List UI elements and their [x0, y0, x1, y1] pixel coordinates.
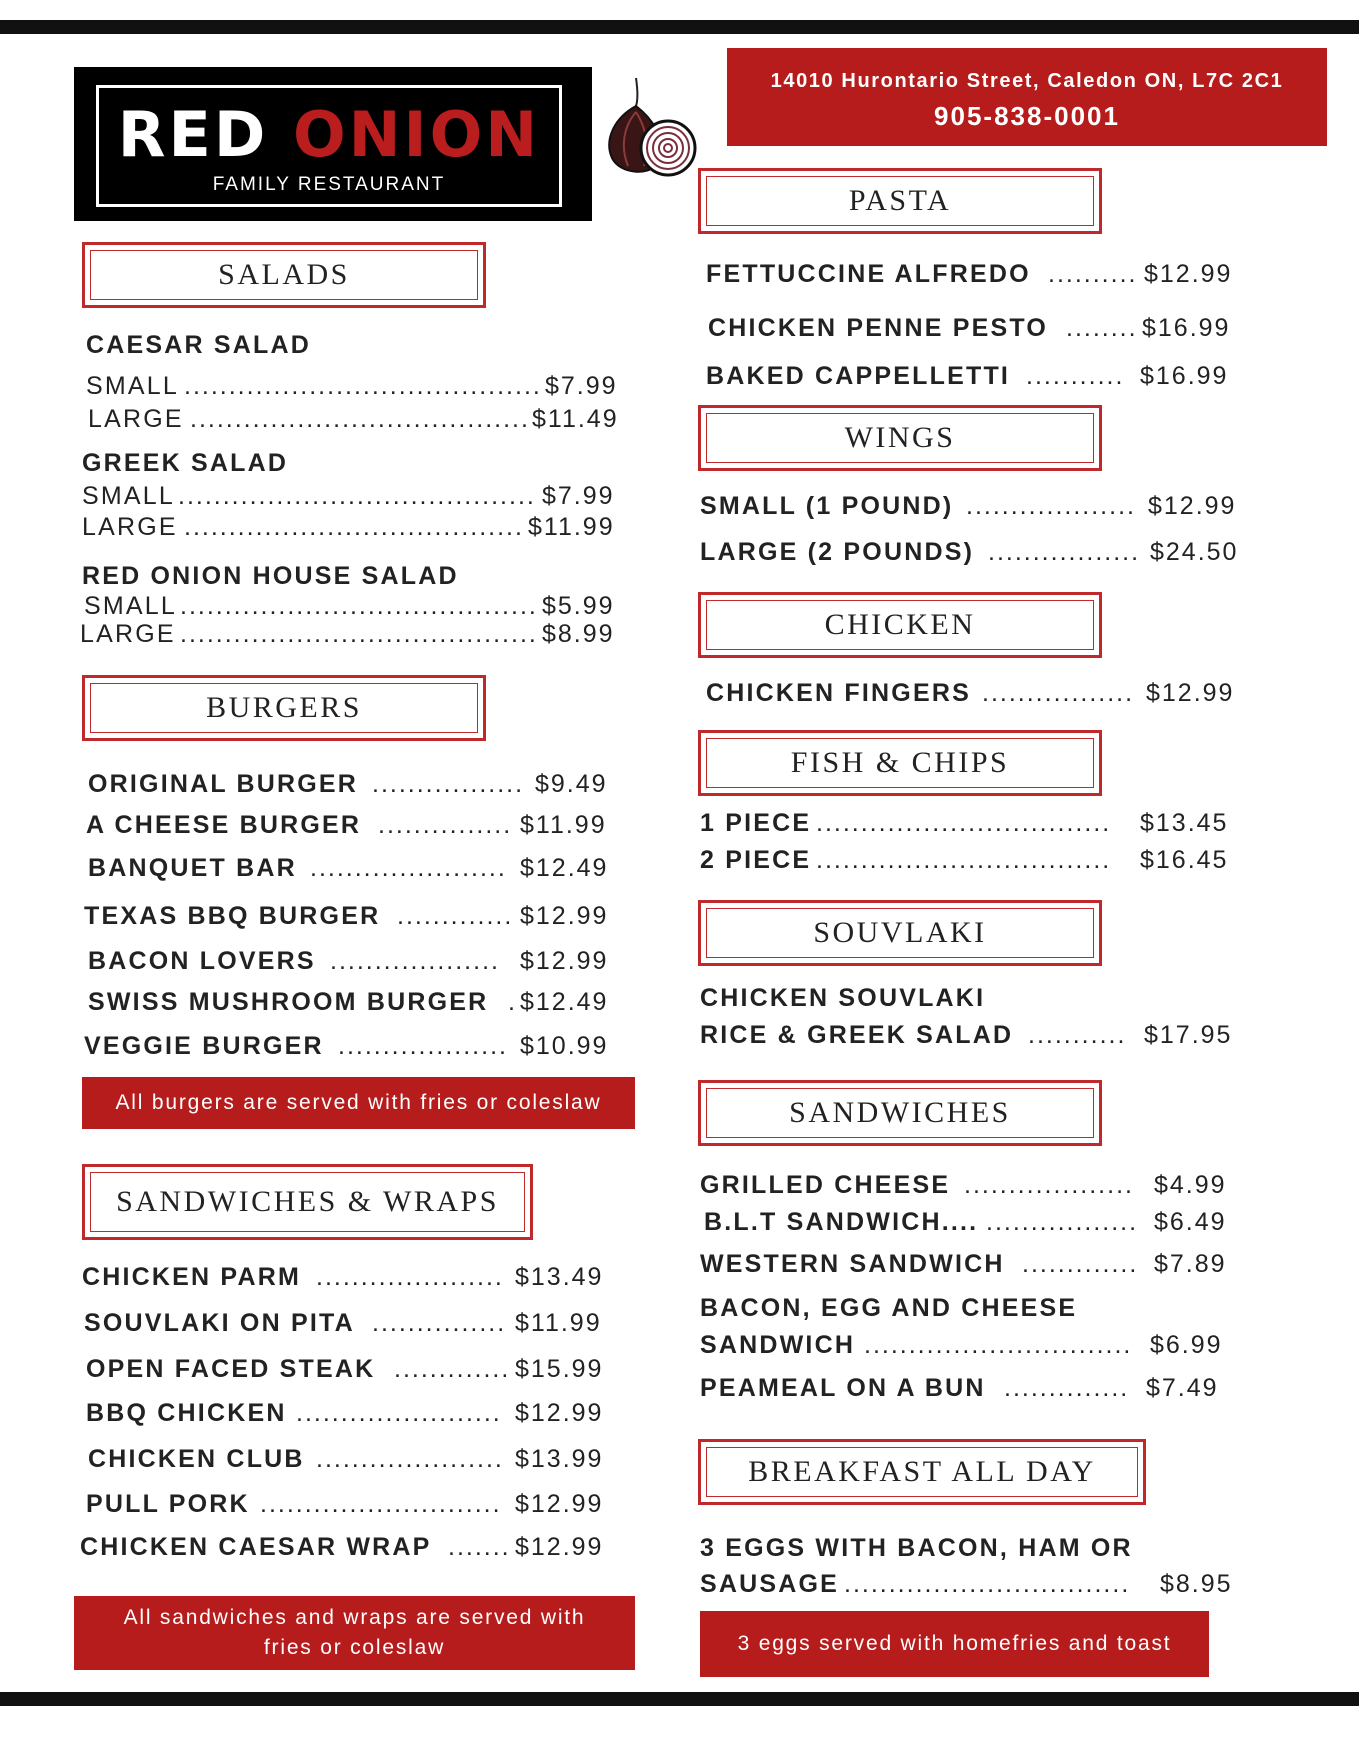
section-title: SOUVLAKI	[706, 908, 1094, 958]
item-name: BACON, EGG AND CHEESE	[700, 1294, 1078, 1322]
item-name: 2 PIECE	[700, 846, 812, 874]
item-price: $17.95	[1144, 1021, 1233, 1049]
item-name: ORIGINAL BURGER	[88, 770, 359, 798]
size-label: LARGE	[80, 620, 176, 648]
dot-leader: .................................	[816, 809, 1112, 837]
dot-leader: ...................	[966, 492, 1136, 520]
dot-leader: .	[508, 988, 517, 1016]
section-header-salads	[82, 242, 486, 308]
section-title: SANDWICHES	[706, 1088, 1094, 1138]
dot-leader: ...................	[330, 947, 500, 975]
size-label: SMALL	[84, 592, 177, 620]
dot-leader: .....................	[316, 1445, 504, 1473]
section-header-souvlaki	[698, 900, 1102, 966]
item-price: $4.99	[1154, 1171, 1227, 1199]
item-price: $13.45	[1140, 809, 1229, 837]
size-label: SMALL	[82, 482, 175, 510]
section-title: BREAKFAST ALL DAY	[706, 1447, 1138, 1497]
item-price: $7.99	[545, 372, 618, 400]
section-title: FISH & CHIPS	[706, 738, 1094, 788]
logo-subtitle: FAMILY RESTAURANT	[212, 174, 446, 195]
section-title: BURGERS	[90, 683, 478, 733]
dot-leader: .............	[397, 902, 514, 930]
item-name: TEXAS BBQ BURGER	[84, 902, 381, 930]
item-name: PEAMEAL ON A BUN	[700, 1374, 986, 1402]
item-price: $6.99	[1150, 1331, 1223, 1359]
item-name: OPEN FACED STEAK	[86, 1355, 376, 1383]
dot-leader: ..............................	[864, 1331, 1133, 1359]
onion-icon	[600, 72, 700, 182]
dot-leader: .................	[982, 679, 1135, 707]
section-title: PASTA	[706, 176, 1094, 226]
size-label: LARGE	[88, 405, 184, 433]
item-price: $8.99	[542, 620, 615, 648]
item-price: $16.45	[1140, 846, 1229, 874]
item-price: $9.49	[535, 770, 608, 798]
item-price: $12.99	[1144, 260, 1233, 288]
item-price: $12.99	[1146, 679, 1235, 707]
item-name: CAESAR SALAD	[86, 331, 312, 359]
top-rule	[0, 20, 1359, 34]
item-price: $12.99	[515, 1490, 604, 1518]
item-price: $6.49	[1154, 1208, 1227, 1236]
item-name: CHICKEN PARM	[82, 1263, 301, 1291]
note-line: All sandwiches and wraps are served with	[123, 1606, 586, 1629]
contact-banner	[727, 48, 1327, 146]
item-name: A CHEESE BURGER	[86, 811, 362, 839]
item-price: $11.49	[532, 405, 619, 433]
item-name: SANDWICH	[700, 1331, 856, 1359]
item-name: GREEK SALAD	[82, 449, 289, 477]
dot-leader: .............	[394, 1355, 511, 1383]
section-header-pasta	[698, 168, 1102, 234]
dot-leader: ...............	[372, 1309, 507, 1337]
item-name: BANQUET BAR	[88, 854, 297, 882]
dot-leader: .................	[372, 770, 525, 798]
item-name: 3 EGGS WITH BACON, HAM OR	[700, 1534, 1133, 1562]
item-price: $11.99	[515, 1309, 602, 1337]
item-name: SAUSAGE	[700, 1570, 840, 1598]
item-name: CHICKEN CLUB	[88, 1445, 305, 1473]
dot-leader: ...........	[1026, 362, 1125, 390]
item-name: BACON LOVERS	[88, 947, 316, 975]
item-name: CHICKEN PENNE PESTO	[708, 314, 1049, 342]
breakfast-note: 3 eggs served with homefries and toast	[700, 1611, 1209, 1677]
dot-leader: .................	[986, 1208, 1139, 1236]
size-label: SMALL	[86, 372, 179, 400]
item-price: $7.99	[542, 482, 615, 510]
dot-leader: ................................	[844, 1570, 1131, 1598]
phone-text: 905-838-0001	[934, 101, 1120, 131]
item-price: $15.99	[515, 1355, 604, 1383]
item-price: $8.95	[1160, 1570, 1233, 1598]
address-text: 14010 Hurontario Street, Caledon ON, L7C 2C1	[770, 70, 1284, 92]
logo-frame	[96, 85, 562, 207]
item-price: $12.99	[515, 1399, 604, 1427]
logo-word-onion: ONION	[292, 98, 541, 171]
item-name: SWISS MUSHROOM BURGER	[88, 988, 489, 1016]
dot-leader: ...........	[1028, 1021, 1127, 1049]
burgers-note: All burgers are served with fries or coleslaw	[82, 1077, 635, 1129]
section-header-sandwiches	[698, 1080, 1102, 1146]
item-price: $16.99	[1142, 314, 1231, 342]
bottom-rule	[0, 1692, 1359, 1706]
item-price: $10.99	[520, 1032, 609, 1060]
item-name: CHICKEN FINGERS	[706, 679, 971, 707]
dot-leader: ........................................	[178, 482, 536, 510]
logo-word-red: RED	[117, 98, 269, 171]
item-name: CHICKEN CAESAR WRAP	[80, 1533, 432, 1561]
dot-leader: .......................	[296, 1399, 502, 1427]
item-name: B.L.T SANDWICH....	[704, 1208, 979, 1236]
size-label: LARGE	[82, 513, 178, 541]
logo-title	[99, 98, 559, 171]
dot-leader: .....................	[316, 1263, 504, 1291]
item-price: $7.89	[1154, 1250, 1227, 1278]
item-name: SOUVLAKI ON PITA	[84, 1309, 355, 1337]
dot-leader: ..........	[1048, 260, 1138, 288]
restaurant-logo	[74, 67, 592, 221]
item-price: $12.49	[520, 988, 609, 1016]
item-name: 1 PIECE	[700, 809, 812, 837]
item-price: $12.99	[1148, 492, 1237, 520]
dot-leader: ...........................	[260, 1490, 502, 1518]
item-name: BAKED CAPPELLETTI	[706, 362, 1011, 390]
item-price: $11.99	[528, 513, 615, 541]
item-price: $24.50	[1150, 538, 1239, 566]
section-title: SANDWICHES & WRAPS	[90, 1172, 525, 1232]
dot-leader: .......	[448, 1533, 511, 1561]
dot-leader: ......................................	[184, 513, 524, 541]
item-name: PULL PORK	[86, 1490, 250, 1518]
item-name: WESTERN SANDWICH	[700, 1250, 1005, 1278]
section-header-burgers	[82, 675, 486, 741]
dot-leader: ...............	[378, 811, 513, 839]
dot-leader: ..............	[1004, 1374, 1130, 1402]
dot-leader: .................	[988, 538, 1141, 566]
item-price: $12.99	[520, 947, 609, 975]
section-header-breakfast	[698, 1439, 1146, 1505]
item-name: GRILLED CHEESE	[700, 1171, 951, 1199]
dot-leader: ........................................	[184, 372, 542, 400]
sandwiches-wraps-note	[74, 1596, 635, 1670]
dot-leader: .............	[1022, 1250, 1139, 1278]
section-header-wings	[698, 405, 1102, 471]
item-name: VEGGIE BURGER	[84, 1032, 324, 1060]
section-header-sandwiches-wraps	[82, 1164, 533, 1240]
dot-leader: ........................................	[180, 592, 538, 620]
item-price: $16.99	[1140, 362, 1229, 390]
item-price: $7.49	[1146, 1374, 1219, 1402]
section-header-fish-chips	[698, 730, 1102, 796]
item-name: RED ONION HOUSE SALAD	[82, 562, 459, 590]
item-price: $5.99	[542, 592, 615, 620]
dot-leader: ......................................	[190, 405, 530, 433]
item-price: $12.49	[520, 854, 609, 882]
item-name: SMALL (1 POUND)	[700, 492, 954, 520]
item-name: BBQ CHICKEN	[86, 1399, 287, 1427]
item-price: $12.99	[515, 1533, 604, 1561]
dot-leader: ........................................	[180, 620, 538, 648]
item-name: RICE & GREEK SALAD	[700, 1021, 1014, 1049]
item-price: $13.49	[515, 1263, 604, 1291]
section-header-chicken	[698, 592, 1102, 658]
item-name: FETTUCCINE ALFREDO	[706, 260, 1031, 288]
dot-leader: ...................	[338, 1032, 508, 1060]
section-title: CHICKEN	[706, 600, 1094, 650]
section-title: SALADS	[90, 250, 478, 300]
dot-leader: .................................	[816, 846, 1112, 874]
dot-leader: ......................	[310, 854, 507, 882]
item-name: CHICKEN SOUVLAKI	[700, 984, 986, 1012]
item-price: $12.99	[520, 902, 609, 930]
item-price: $13.99	[515, 1445, 604, 1473]
dot-leader: ........	[1066, 314, 1138, 342]
item-name: LARGE (2 POUNDS)	[700, 538, 975, 566]
item-price: $11.99	[520, 811, 607, 839]
section-title: WINGS	[706, 413, 1094, 463]
note-line: fries or coleslaw	[263, 1636, 446, 1659]
dot-leader: ...................	[964, 1171, 1134, 1199]
